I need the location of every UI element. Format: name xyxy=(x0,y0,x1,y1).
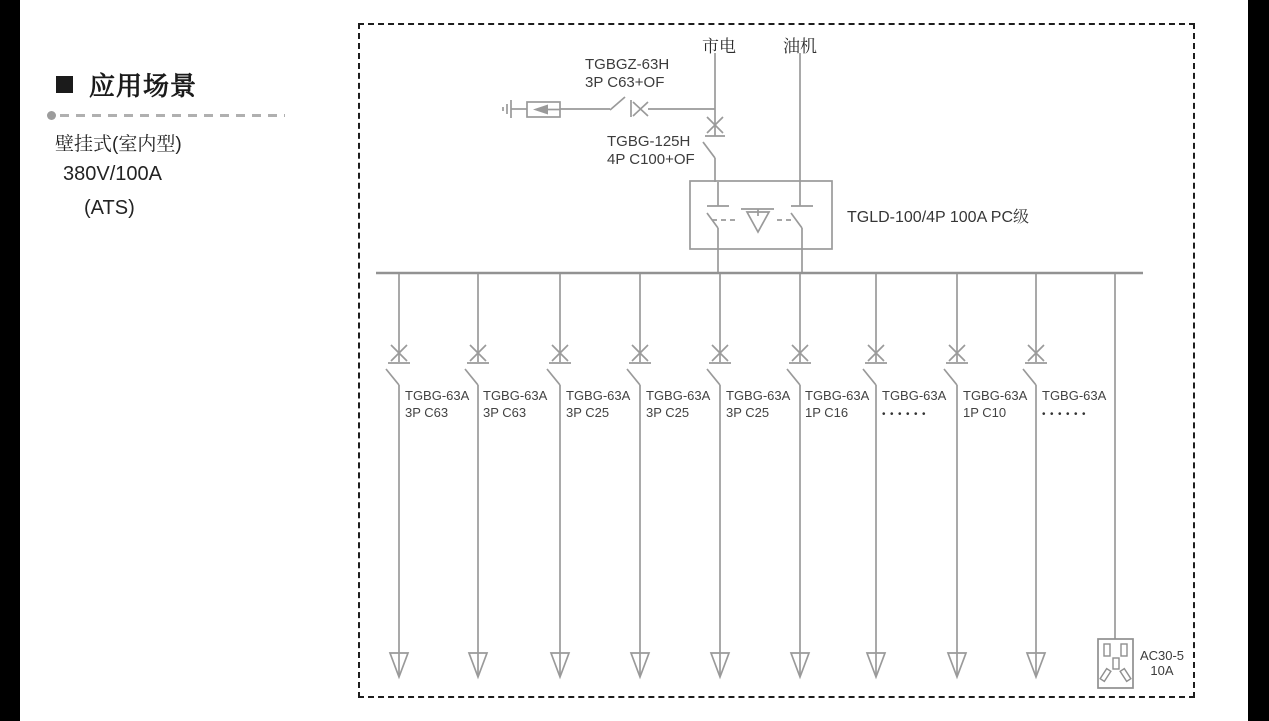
branch-label: TGBG-63A 3P C25 xyxy=(726,388,791,420)
spd-icon xyxy=(527,102,560,117)
main-breaker-label xyxy=(607,133,695,169)
branch-label: TGBG-63A 1P C10 xyxy=(963,388,1028,420)
socket-rating: 10A xyxy=(1150,663,1174,678)
ellipsis-dots: •••••• xyxy=(882,409,931,420)
branch-breaker-icon xyxy=(787,274,811,677)
branch-breaker-icon xyxy=(707,274,731,677)
ats-label: TGLD-100/4P 100A PC级 xyxy=(847,209,1030,226)
branch-breaker-icon xyxy=(1023,274,1047,677)
branch-breaker-icon xyxy=(627,274,651,677)
branch-label: TGBG-63A 3P C25 xyxy=(646,388,711,420)
main-breaker-model: TGBG-125H xyxy=(607,133,691,150)
main-breaker-spec: 4P C100+OF xyxy=(607,151,695,168)
spd-breaker-icon xyxy=(560,97,715,117)
branch-breaker-icon xyxy=(386,274,410,677)
spd-breaker-spec: 3P C63+OF xyxy=(585,74,665,91)
branch-label: TGBG-63A •••••• xyxy=(882,388,947,420)
branch-breaker-icon xyxy=(465,274,489,677)
socket-model: AC30-5 xyxy=(1139,648,1185,663)
spd-breaker-model: TGBGZ-63H xyxy=(585,56,670,73)
mains-line xyxy=(703,53,725,182)
ground-icon xyxy=(503,100,527,118)
branch-breaker-icon xyxy=(863,274,887,677)
branch-breaker-icon xyxy=(547,274,571,677)
ats-switch-icon xyxy=(690,181,832,273)
mount-type-text: 壁挂式(室内型) xyxy=(55,134,182,155)
rating-text: 380V/100A xyxy=(63,163,162,185)
socket-icon xyxy=(1098,639,1133,688)
ats-text: (ATS) xyxy=(84,197,135,219)
mains-label: 市电 xyxy=(702,37,736,56)
branch-label: TGBG-63A 3P C63 xyxy=(405,388,470,420)
socket-label xyxy=(1136,648,1188,678)
branch-breaker-icon xyxy=(944,274,968,677)
ellipsis-dots: •••••• xyxy=(1042,409,1091,420)
spd-breaker-label xyxy=(585,56,669,92)
generator-label: 油机 xyxy=(783,37,817,56)
branch-label: TGBG-63A 3P C25 xyxy=(566,388,631,420)
branch-label: TGBG-63A 1P C16 xyxy=(805,388,870,420)
section-title: 应用场景 xyxy=(89,71,198,101)
branch-label: TGBG-63A •••••• xyxy=(1042,388,1107,420)
branch-label: TGBG-63A 3P C63 xyxy=(483,388,548,420)
